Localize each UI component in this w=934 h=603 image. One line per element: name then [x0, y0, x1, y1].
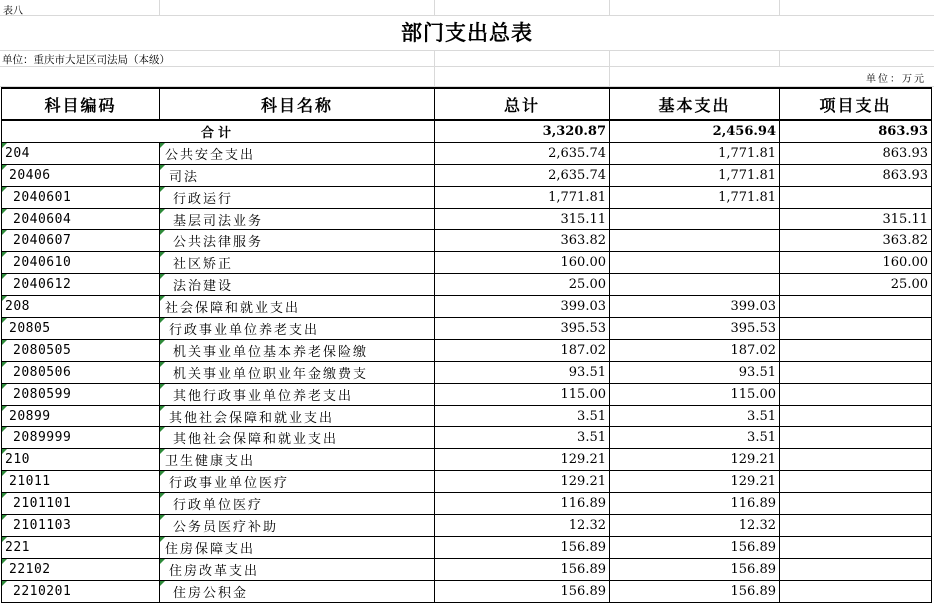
basic-cell[interactable]: [610, 427, 780, 449]
basic-cell-text: 93.51: [738, 364, 776, 380]
subject-name-cell[interactable]: [160, 427, 435, 449]
subject-code-cell[interactable]: [2, 230, 160, 252]
subject-name-cell[interactable]: [160, 405, 435, 427]
table-row: [2, 296, 932, 318]
table-row: [2, 536, 932, 558]
basic-cell-text: 156.89: [730, 539, 776, 555]
table-row: [2, 515, 932, 537]
total-cell-text: 115.00: [560, 386, 606, 402]
subject-name-cell-text: 机关事业单位职业年金缴费支: [173, 366, 369, 382]
basic-cell[interactable]: [610, 318, 780, 340]
project-cell-text: 160.00: [882, 255, 928, 271]
subject-code-cell-text: 2101103: [13, 517, 72, 533]
subject-code-cell[interactable]: [2, 164, 160, 186]
project-cell-text: 25.00: [890, 277, 928, 293]
subject-code-cell[interactable]: [2, 536, 160, 558]
text-format-marker-icon: [160, 340, 165, 345]
subject-code-cell-text: 22102: [9, 561, 51, 577]
basic-cell[interactable]: [610, 361, 780, 383]
table-row: [2, 252, 932, 274]
table-row: [2, 383, 932, 405]
subject-name-cell[interactable]: [160, 493, 435, 515]
basic-cell[interactable]: [610, 493, 780, 515]
subject-name-cell-text: 公务员医疗补助: [173, 519, 279, 535]
total-cell[interactable]: [435, 339, 610, 361]
project-cell[interactable]: [780, 580, 932, 602]
total-cell-text: 3.51: [577, 430, 606, 446]
total-cell[interactable]: [435, 208, 610, 230]
subject-code-cell-text: 20805: [9, 320, 51, 336]
subject-name-cell[interactable]: [160, 558, 435, 580]
text-format-marker-icon: [2, 384, 7, 389]
text-format-marker-icon: [160, 187, 165, 192]
total-cell-text: 3.51: [577, 408, 606, 424]
subject-code-cell[interactable]: [2, 339, 160, 361]
basic-cell[interactable]: [610, 186, 780, 208]
basic-cell-text: 3.51: [747, 430, 776, 446]
basic-cell[interactable]: 2,456.94: [610, 120, 780, 142]
subject-name-cell[interactable]: [160, 296, 435, 318]
total-cell-text: 315.11: [560, 211, 606, 227]
project-cell[interactable]: [780, 230, 932, 252]
project-cell[interactable]: [780, 449, 932, 471]
basic-cell[interactable]: [610, 558, 780, 580]
subject-code-cell-text: 2080505: [13, 342, 72, 358]
subject-code-cell[interactable]: [2, 558, 160, 580]
subject-name-cell[interactable]: [160, 471, 435, 493]
project-cell[interactable]: [780, 186, 932, 208]
subject-code-cell-text: 2040607: [13, 233, 72, 249]
project-cell[interactable]: [780, 515, 932, 537]
total-cell[interactable]: [435, 405, 610, 427]
table-row: [2, 427, 932, 449]
table-row: [2, 318, 932, 340]
text-format-marker-icon: [160, 384, 165, 389]
subject-name-cell[interactable]: [160, 274, 435, 296]
total-cell-text: 25.00: [568, 277, 606, 293]
subject-code-cell-text: 221: [5, 539, 30, 555]
basic-cell-text: 156.89: [730, 583, 776, 599]
total-cell-text: 93.51: [568, 364, 606, 380]
subject-name-cell[interactable]: [160, 580, 435, 602]
column-header-code[interactable]: 科目编码: [2, 88, 160, 120]
basic-cell[interactable]: [610, 164, 780, 186]
project-cell[interactable]: [780, 142, 932, 164]
subject-name-cell-text: 其他行政事业单位养老支出: [173, 388, 354, 404]
text-format-marker-icon: [2, 143, 7, 148]
table-row: [2, 274, 932, 296]
subject-name-cell-text: 司法: [169, 169, 200, 185]
text-format-marker-icon: [2, 537, 7, 542]
subject-code-cell-text: 2210201: [13, 583, 72, 599]
project-cell[interactable]: [780, 493, 932, 515]
subject-code-cell-text: 208: [5, 299, 30, 315]
grid-line: [779, 50, 780, 66]
text-format-marker-icon: [160, 165, 165, 170]
basic-cell[interactable]: [610, 383, 780, 405]
subject-code-cell[interactable]: [2, 449, 160, 471]
project-cell[interactable]: [780, 427, 932, 449]
total-cell[interactable]: [435, 186, 610, 208]
text-format-marker-icon: [160, 230, 165, 235]
column-header-name[interactable]: 科目名称: [160, 88, 435, 120]
basic-cell[interactable]: [610, 208, 780, 230]
table-header-row: [2, 88, 932, 120]
text-format-marker-icon: [160, 362, 165, 367]
subject-name-cell[interactable]: [160, 515, 435, 537]
basic-cell-text: 115.00: [730, 386, 776, 402]
table-row: [2, 361, 932, 383]
subject-name-cell-text: 机关事业单位基本养老保险缴: [173, 344, 369, 360]
text-format-marker-icon: [160, 143, 165, 148]
table-row: [2, 339, 932, 361]
text-format-marker-icon: [160, 493, 165, 498]
total-cell[interactable]: [435, 296, 610, 318]
subject-code-cell-text: 210: [5, 452, 30, 468]
project-cell[interactable]: [780, 252, 932, 274]
table-row: [2, 493, 932, 515]
subject-code-cell-text: 2080599: [13, 386, 72, 402]
total-cell-text: 2,635.74: [548, 167, 606, 183]
total-cell[interactable]: 3,320.87: [435, 120, 610, 142]
total-cell[interactable]: [435, 383, 610, 405]
subject-name-cell-text: 行政单位医疗: [173, 498, 264, 514]
project-cell[interactable]: [780, 536, 932, 558]
text-format-marker-icon: [2, 340, 7, 345]
subject-name-cell-text: 基层司法业务: [173, 213, 264, 229]
table-row: [2, 164, 932, 186]
page-title: 部门支出总表: [401, 20, 533, 45]
subject-code-cell[interactable]: [2, 208, 160, 230]
total-row: [2, 120, 932, 142]
total-cell-text: 156.89: [560, 539, 606, 555]
project-cell-text: 363.82: [882, 233, 928, 249]
total-label-cell[interactable]: 合计: [2, 120, 435, 142]
basic-cell-text: 1,771.81: [718, 145, 776, 161]
project-cell[interactable]: [780, 471, 932, 493]
total-cell[interactable]: [435, 558, 610, 580]
table-row: [2, 471, 932, 493]
project-cell[interactable]: [780, 274, 932, 296]
subject-code-cell[interactable]: [2, 383, 160, 405]
text-format-marker-icon: [2, 515, 7, 520]
total-cell-text: 116.89: [560, 496, 606, 512]
text-format-marker-icon: [2, 559, 7, 564]
total-cell[interactable]: [435, 361, 610, 383]
text-format-marker-icon: [2, 230, 7, 235]
basic-cell-text: 1,771.81: [718, 189, 776, 205]
subject-name-cell[interactable]: [160, 186, 435, 208]
total-cell[interactable]: [435, 142, 610, 164]
table-row: [2, 142, 932, 164]
text-format-marker-icon: [160, 581, 165, 586]
subject-code-cell-text: 2040612: [13, 277, 72, 293]
organization-unit-label: 单位：重庆市大足区司法局（本级）: [2, 54, 170, 66]
total-cell-text: 363.82: [560, 233, 606, 249]
basic-cell-text: 399.03: [730, 299, 776, 315]
table-row: [2, 558, 932, 580]
basic-cell[interactable]: [610, 296, 780, 318]
subject-code-cell-text: 2101101: [13, 496, 72, 512]
subject-name-cell-text: 其他社会保障和就业支出: [169, 410, 335, 426]
subject-name-cell[interactable]: [160, 252, 435, 274]
subject-code-cell-text: 20406: [9, 167, 51, 183]
subject-name-cell-text: 社会保障和就业支出: [165, 301, 301, 317]
total-cell[interactable]: [435, 493, 610, 515]
project-cell[interactable]: 863.93: [780, 120, 932, 142]
table-row: [2, 449, 932, 471]
total-cell[interactable]: [435, 274, 610, 296]
total-cell-text: 395.53: [560, 320, 606, 336]
text-format-marker-icon: [160, 537, 165, 542]
text-format-marker-icon: [2, 209, 7, 214]
subject-name-cell[interactable]: [160, 536, 435, 558]
basic-cell-text: 3.51: [747, 408, 776, 424]
subject-code-cell[interactable]: [2, 580, 160, 602]
text-format-marker-icon: [160, 296, 165, 301]
project-cell-text: 863.93: [882, 167, 928, 183]
basic-cell-text: 12.32: [738, 517, 776, 533]
project-cell[interactable]: [780, 405, 932, 427]
total-cell-text: 1,771.81: [548, 189, 606, 205]
subject-code-cell-text: 2040604: [13, 211, 72, 227]
subject-code-cell[interactable]: [2, 493, 160, 515]
basic-cell[interactable]: [610, 339, 780, 361]
subject-name-cell[interactable]: [160, 361, 435, 383]
text-format-marker-icon: [160, 274, 165, 279]
subject-name-cell-text: 住房公积金: [173, 585, 249, 601]
currency-unit-label: 单位：万元: [866, 74, 926, 85]
basic-cell-text: 129.21: [730, 474, 776, 490]
text-format-marker-icon: [2, 581, 7, 586]
project-cell[interactable]: [780, 383, 932, 405]
subject-name-cell-text: 住房改革支出: [169, 563, 260, 579]
text-format-marker-icon: [2, 427, 7, 432]
total-cell-text: 160.00: [560, 255, 606, 271]
text-format-marker-icon: [2, 406, 7, 411]
subject-name-cell-text: 社区矫正: [173, 257, 234, 273]
grid-line: [434, 0, 435, 15]
subject-name-cell[interactable]: [160, 383, 435, 405]
text-format-marker-icon: [2, 449, 7, 454]
basic-cell[interactable]: [610, 471, 780, 493]
column-header-basic[interactable]: 基本支出: [610, 88, 780, 120]
basic-cell[interactable]: [610, 515, 780, 537]
basic-cell-text: 129.21: [730, 452, 776, 468]
subject-code-cell[interactable]: [2, 142, 160, 164]
project-cell-text: 315.11: [882, 211, 928, 227]
total-cell-text: 156.89: [560, 583, 606, 599]
text-format-marker-icon: [2, 493, 7, 498]
subject-name-cell-text: 法治建设: [173, 279, 234, 295]
total-cell[interactable]: [435, 536, 610, 558]
project-cell[interactable]: [780, 164, 932, 186]
text-format-marker-icon: [160, 471, 165, 476]
basic-cell-text: 395.53: [730, 320, 776, 336]
grid-row: [0, 0, 934, 16]
text-format-marker-icon: [2, 274, 7, 279]
subject-code-cell[interactable]: [2, 471, 160, 493]
subject-code-cell[interactable]: [2, 515, 160, 537]
expenditure-table: [1, 87, 932, 603]
subject-code-cell-text: 204: [5, 145, 30, 161]
total-cell[interactable]: [435, 164, 610, 186]
total-cell-text: 187.02: [560, 342, 606, 358]
subject-name-cell-text: 公共安全支出: [165, 147, 256, 163]
total-cell-text: 2,635.74: [548, 145, 606, 161]
project-cell[interactable]: [780, 339, 932, 361]
grid-line: [609, 0, 610, 15]
subject-name-cell[interactable]: [160, 339, 435, 361]
subject-name-cell[interactable]: [160, 318, 435, 340]
text-format-marker-icon: [2, 362, 7, 367]
grid-line: [779, 0, 780, 15]
subject-name-cell-text: 行政事业单位养老支出: [169, 322, 320, 338]
subject-code-cell[interactable]: [2, 296, 160, 318]
table-row: [2, 208, 932, 230]
grid-line: [159, 0, 160, 15]
basic-cell[interactable]: [610, 230, 780, 252]
subject-code-cell[interactable]: [2, 318, 160, 340]
total-cell[interactable]: [435, 471, 610, 493]
project-cell[interactable]: [780, 296, 932, 318]
basic-cell[interactable]: [610, 252, 780, 274]
project-cell-text: 863.93: [882, 145, 928, 161]
basic-cell-text: 116.89: [730, 496, 776, 512]
subject-code-cell[interactable]: [2, 274, 160, 296]
table-row: [2, 405, 932, 427]
table-row: [2, 230, 932, 252]
text-format-marker-icon: [2, 471, 7, 476]
column-header-total[interactable]: 总计: [435, 88, 610, 120]
table-row: [2, 580, 932, 602]
total-cell[interactable]: [435, 318, 610, 340]
basic-cell-text: 187.02: [730, 342, 776, 358]
grid-line: [434, 50, 435, 86]
basic-cell[interactable]: [610, 405, 780, 427]
text-format-marker-icon: [160, 252, 165, 257]
text-format-marker-icon: [2, 296, 7, 301]
total-cell[interactable]: [435, 427, 610, 449]
subject-name-cell[interactable]: [160, 164, 435, 186]
text-format-marker-icon: [2, 165, 7, 170]
text-format-marker-icon: [160, 449, 165, 454]
subject-code-cell[interactable]: [2, 361, 160, 383]
text-format-marker-icon: [160, 209, 165, 214]
total-cell[interactable]: [435, 230, 610, 252]
grid-row: [0, 66, 934, 87]
total-cell-text: 129.21: [560, 474, 606, 490]
total-cell-text: 399.03: [560, 299, 606, 315]
text-format-marker-icon: [160, 559, 165, 564]
subject-name-cell[interactable]: [160, 208, 435, 230]
basic-cell[interactable]: [610, 142, 780, 164]
subject-name-cell-text: 其他社会保障和就业支出: [173, 432, 339, 448]
subject-code-cell-text: 2089999: [13, 430, 72, 446]
subject-name-cell-text: 行政运行: [173, 191, 234, 207]
subject-name-cell[interactable]: [160, 449, 435, 471]
text-format-marker-icon: [160, 406, 165, 411]
basic-cell[interactable]: [610, 580, 780, 602]
subject-code-cell[interactable]: [2, 405, 160, 427]
basic-cell[interactable]: [610, 274, 780, 296]
project-cell[interactable]: [780, 208, 932, 230]
subject-code-cell-text: 2040610: [13, 255, 72, 271]
total-cell-text: 129.21: [560, 452, 606, 468]
subject-code-cell-text: 2080506: [13, 364, 72, 380]
subject-name-cell[interactable]: [160, 230, 435, 252]
total-cell-text: 156.89: [560, 561, 606, 577]
subject-name-cell-text: 住房保障支出: [165, 541, 256, 557]
basic-cell-text: 1,771.81: [718, 167, 776, 183]
subject-name-cell-text: 行政事业单位医疗: [169, 476, 290, 492]
subject-code-cell-text: 21011: [9, 474, 51, 490]
basic-cell[interactable]: [610, 449, 780, 471]
basic-cell[interactable]: [610, 536, 780, 558]
text-format-marker-icon: [2, 252, 7, 257]
total-cell[interactable]: [435, 515, 610, 537]
subject-code-cell-text: 20899: [9, 408, 51, 424]
text-format-marker-icon: [160, 427, 165, 432]
subject-name-cell[interactable]: [160, 142, 435, 164]
text-format-marker-icon: [2, 318, 7, 323]
project-cell[interactable]: [780, 318, 932, 340]
subject-code-cell-text: 2040601: [13, 189, 72, 205]
total-cell-text: 12.32: [568, 517, 606, 533]
text-format-marker-icon: [2, 187, 7, 192]
project-cell[interactable]: [780, 361, 932, 383]
grid-line: [609, 50, 610, 86]
text-format-marker-icon: [160, 318, 165, 323]
subject-code-cell[interactable]: [2, 252, 160, 274]
project-cell[interactable]: [780, 558, 932, 580]
table-number-label: 表八: [3, 6, 23, 17]
basic-cell-text: 156.89: [730, 561, 776, 577]
table-row: [2, 186, 932, 208]
total-cell[interactable]: [435, 252, 610, 274]
total-cell[interactable]: [435, 580, 610, 602]
total-cell[interactable]: [435, 449, 610, 471]
subject-code-cell[interactable]: [2, 427, 160, 449]
text-format-marker-icon: [160, 515, 165, 520]
column-header-project[interactable]: 项目支出: [780, 88, 932, 120]
subject-name-cell-text: 公共法律服务: [173, 235, 264, 251]
subject-name-cell-text: 卫生健康支出: [165, 454, 256, 470]
subject-code-cell[interactable]: [2, 186, 160, 208]
